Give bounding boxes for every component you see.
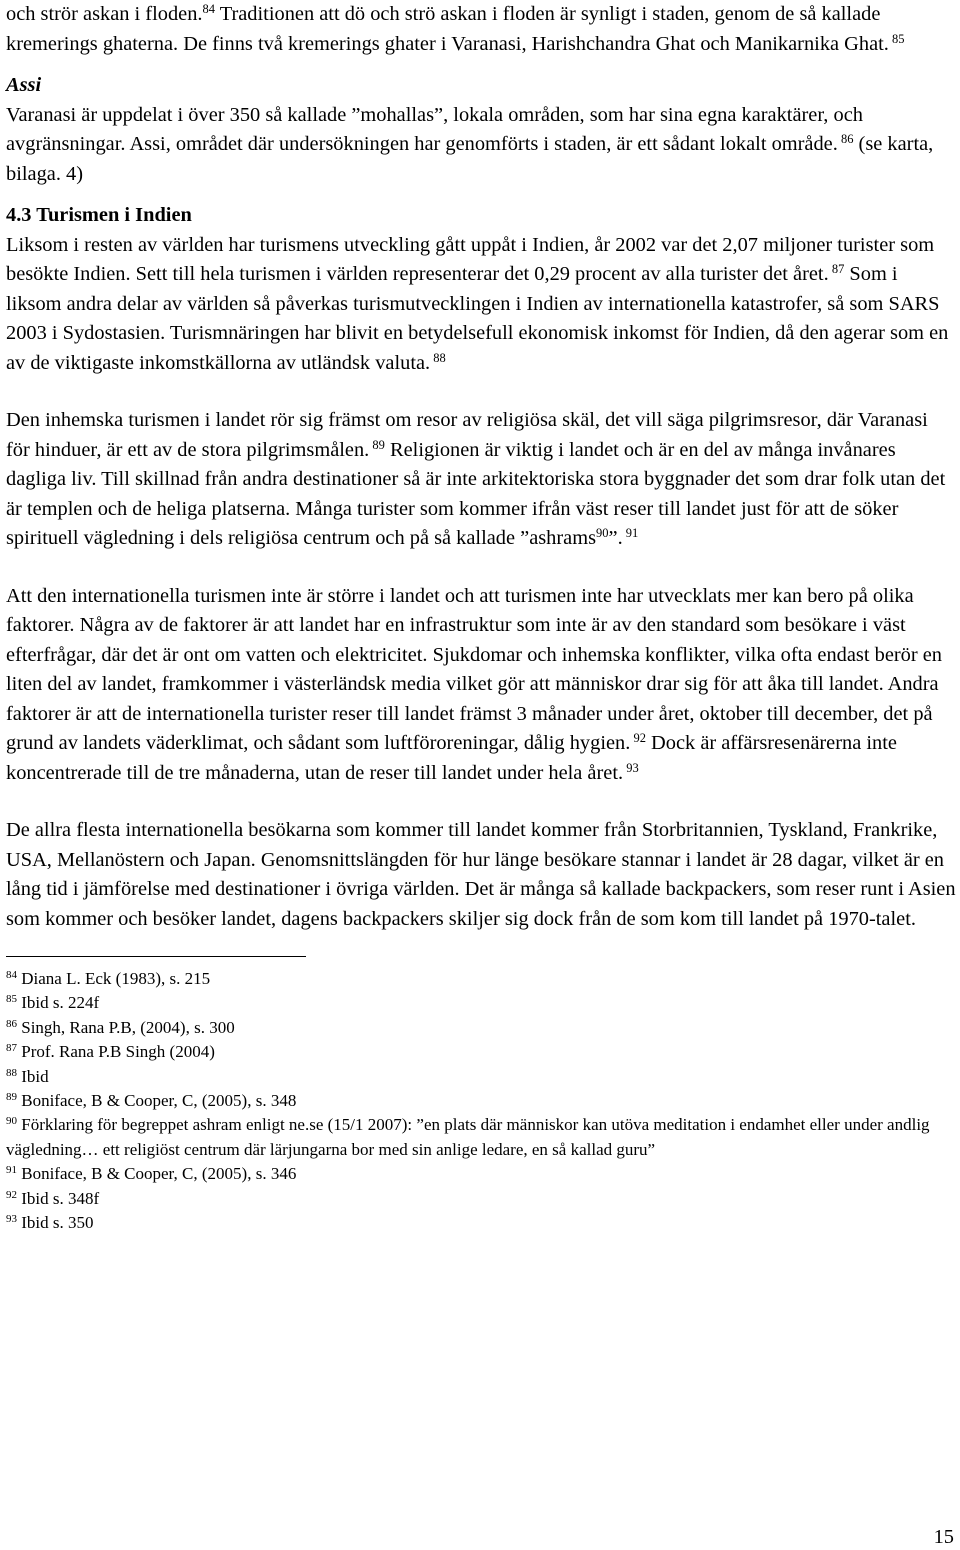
text-run: ”. <box>608 527 623 549</box>
footnote-ref: 86 <box>837 132 854 146</box>
paragraph-domestic-tourism <box>6 406 956 554</box>
footnote-number: 86 <box>6 1017 17 1030</box>
text-run: Dock är affärsresenärerna inte koncentrerade till de tre månaderna, utan de reser till landet under hela året. <box>6 732 897 784</box>
document-page <box>6 0 956 1235</box>
footnote-number: 88 <box>6 1066 17 1079</box>
paragraph-tourism-india <box>6 231 956 379</box>
footnote-separator <box>6 956 306 957</box>
footnote <box>6 1113 956 1162</box>
footnote-ref: 89 <box>369 437 385 452</box>
footnote-text: Singh, Rana P.B, (2004), s. 300 <box>17 1017 235 1037</box>
footnote-ref: 84 <box>202 2 215 16</box>
paragraph-factors <box>6 582 956 789</box>
footnote-ref: 85 <box>888 31 905 46</box>
text-run: Att den internationella turismen inte är större i landet och att turismen inte har utvecklats mer kan bero på olika faktorer. Några av de faktorer är att landet har en infrastruktur som inte är av den standard som besökare i väst efterfrågar, där det är ont om vatten och elektricitet. Sjukdomar och inhemska konflikter, vilka ofta endast berör en liten del av landet, framkommer i västerländsk media vilket gör att människor drar sig för att åka till landet. Andra faktorer är att de internationella turister reser till landet främst 3 månader under året, oktober till december, det på grund av landets väderklimat, och sådant som luftföroreningar, dålig hygien. <box>6 584 942 754</box>
footnote-ref: 93 <box>623 760 639 775</box>
paragraph-cremation <box>6 0 956 59</box>
text-run: Religionen är viktig i landet och är en del av många invånares dagliga liv. Till skillnad från andra destinationer så är inte arkitektoriska stora byggnader det som drar folk utan det är templen och de heliga platserna. Många turister som kommer ifrån väst reser till landet just för att de söker spirituell vägledning i dels religiösa centrum och på så kallade ”ashrams <box>6 438 946 549</box>
footnote-number: 92 <box>6 1188 17 1201</box>
text-run: Liksom i resten av världen har turismens utveckling gått uppåt i Indien, år 2002 var det 2,07 miljoner turister som besökte Indien. Sett till hela turismen i världen representerar det 0,29 procent av alla turister det året. <box>6 233 935 285</box>
footnote-text: Ibid <box>17 1066 49 1086</box>
footnote-ref: 88 <box>430 350 446 365</box>
footnote-number: 89 <box>6 1091 17 1104</box>
footnote <box>6 1211 956 1235</box>
footnote <box>6 1162 956 1186</box>
footnote <box>6 1040 956 1064</box>
text-run: Som i liksom andra delar av världen så påverkas turismutvecklingen i Indien av internationella katastrofer, så som SARS 2003 i Sydostasien. Turismnäringen har blivit en betydelsefull ekonomisk inkomst för Indien, då den agerar som en av de viktigaste inkomstkällorna av utländsk valuta. <box>6 263 949 374</box>
footnote <box>6 1187 956 1211</box>
footnote-text: Boniface, B & Cooper, C, (2005), s. 346 <box>17 1164 297 1184</box>
footnote-text: Förklaring för begreppet ashram enligt ne.se (15/1 2007): ”en plats där människor kan utöva meditation i endamhet eller under andlig vägledning… ett religiöst centrum där lärjungarna bor med sin anlige ledare, en så kallad guru” <box>6 1115 930 1159</box>
text-run: Varanasi är uppdelat i över 350 så kallade ”mohallas”, lokala områden, som har sina egna karaktärer, och avgränsningar. Assi, området där undersökningen har genomförts i staden, är ett sådant lokalt område. <box>6 103 863 155</box>
footnote-text: Boniface, B & Cooper, C, (2005), s. 348 <box>17 1091 297 1111</box>
footnote-ref: 87 <box>828 262 845 276</box>
footnote-text: Ibid s. 224f <box>17 993 100 1013</box>
footnote-ref: 90 <box>596 526 609 540</box>
text-run: Den inhemska turismen i landet rör sig främst om resor av religiösa skäl, det vill säga pilgrimsresor, där Varanasi för hinduer, är ett av de stora pilgrimsmålen. <box>6 409 928 461</box>
footnote <box>6 1089 956 1113</box>
footnote-number: 85 <box>6 993 17 1006</box>
footnote <box>6 991 956 1015</box>
paragraph-assi <box>6 101 956 190</box>
footnote <box>6 1016 956 1040</box>
footnote-text: Ibid s. 348f <box>17 1188 100 1208</box>
footnote-ref: 92 <box>630 731 646 745</box>
subheading-assi: Assi <box>6 74 42 96</box>
footnote-text: Ibid s. 350 <box>17 1213 94 1233</box>
footnote-number: 84 <box>6 969 17 981</box>
page-number: 15 <box>933 1526 954 1548</box>
footnote <box>6 967 956 991</box>
footnote <box>6 1065 956 1089</box>
text-run: Traditionen att dö och strö askan i floden är synligt i staden, genom de så kallade kremerings ghaterna. De finns två kremerings ghater i Varanasi, Harishchandra Ghat och Manikarnika Ghat. <box>6 3 889 55</box>
paragraph-visitors: De allra flesta internationella besökarna som kommer till landet kommer från Storbritannien, Tyskland, Frankrike, USA, Mellanöstern och Japan. Genomsnittslängden för hur länge besökare stannar i landet är 28 dagar, vilket är en lång tid i jämförelse med destinationer i övriga världen. Det är många så kallade backpackers, som reser runt i Asien som kommer och besöker landet, dagens backpackers skiljer sig dock från de som kom till landet på 1970-talet. <box>6 819 956 930</box>
section-heading: 4.3 Turismen i Indien <box>6 204 192 226</box>
footnotes <box>6 967 956 1235</box>
text-run: och strör askan i floden. <box>6 3 203 25</box>
footnote-number: 93 <box>6 1213 17 1226</box>
footnote-number: 90 <box>6 1115 17 1128</box>
text-run: (se karta, bilaga. 4) <box>6 133 934 185</box>
footnote-ref: 91 <box>622 526 639 540</box>
footnote-number: 91 <box>6 1164 17 1177</box>
footnote-text: Prof. Rana P.B Singh (2004) <box>17 1042 215 1062</box>
footnote-text: Diana L. Eck (1983), s. 215 <box>17 969 211 988</box>
footnote-number: 87 <box>6 1042 17 1055</box>
